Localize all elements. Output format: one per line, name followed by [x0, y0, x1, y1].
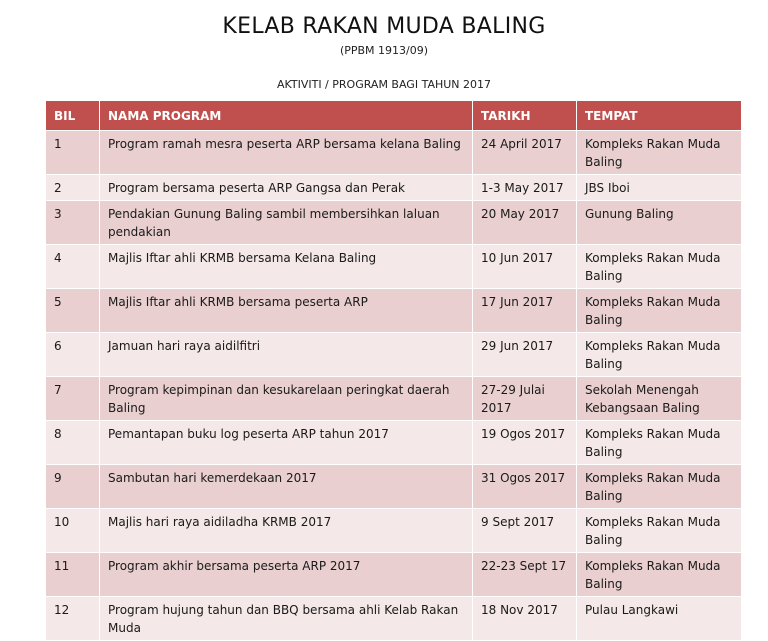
cell-tarikh: 24 April 2017: [473, 131, 577, 175]
cell-nama-program: Sambutan hari kemerdekaan 2017: [100, 465, 473, 509]
cell-tarikh: 1-3 May 2017: [473, 175, 577, 201]
table-row: [46, 597, 742, 641]
cell-tarikh: 20 May 2017: [473, 201, 577, 245]
cell-tarikh: 31 Ogos 2017: [473, 465, 577, 509]
cell-bil: 12: [46, 597, 100, 641]
cell-nama-program: Program kepimpinan dan kesukarelaan peringkat daerah Baling: [100, 377, 473, 421]
cell-tarikh: 19 Ogos 2017: [473, 421, 577, 465]
cell-bil: 5: [46, 289, 100, 333]
cell-bil: 9: [46, 465, 100, 509]
cell-tempat: Kompleks Rakan Muda Baling: [577, 553, 742, 597]
cell-tarikh: 10 Jun 2017: [473, 245, 577, 289]
cell-bil: 10: [46, 509, 100, 553]
cell-bil: 11: [46, 553, 100, 597]
table-row: [46, 333, 742, 377]
cell-nama-program: Jamuan hari raya aidilfitri: [100, 333, 473, 377]
cell-tempat: Gunung Baling: [577, 201, 742, 245]
table-row: [46, 131, 742, 175]
column-header-nama-program: NAMA PROGRAM: [100, 101, 473, 131]
cell-tempat: Kompleks Rakan Muda Baling: [577, 245, 742, 289]
cell-tempat: Kompleks Rakan Muda Baling: [577, 421, 742, 465]
page-title: KELAB RAKAN MUDA BALING: [222, 14, 546, 39]
table-row: [46, 175, 742, 201]
table-heading: AKTIVITI / PROGRAM BAGI TAHUN 2017: [276, 78, 492, 91]
cell-tempat: Kompleks Rakan Muda Baling: [577, 131, 742, 175]
cell-tempat: Kompleks Rakan Muda Baling: [577, 509, 742, 553]
cell-nama-program: Program ramah mesra peserta ARP bersama kelana Baling: [100, 131, 473, 175]
cell-bil: 2: [46, 175, 100, 201]
table-row: [46, 421, 742, 465]
cell-nama-program: Program hujung tahun dan BBQ bersama ahli Kelab Rakan Muda: [100, 597, 473, 641]
cell-nama-program: Pemantapan buku log peserta ARP tahun 2017: [100, 421, 473, 465]
cell-tarikh: 27-29 Julai 2017: [473, 377, 577, 421]
cell-bil: 7: [46, 377, 100, 421]
cell-nama-program: Program akhir bersama peserta ARP 2017: [100, 553, 473, 597]
column-header-tempat: TEMPAT: [577, 101, 742, 131]
cell-tempat: Pulau Langkawi: [577, 597, 742, 641]
table-row: [46, 245, 742, 289]
cell-tempat: Kompleks Rakan Muda Baling: [577, 289, 742, 333]
table-row: [46, 509, 742, 553]
cell-tarikh: 9 Sept 2017: [473, 509, 577, 553]
registration-number: (PPBM 1913/09): [339, 44, 429, 57]
program-table: [45, 100, 742, 641]
cell-bil: 8: [46, 421, 100, 465]
column-header-tarikh: TARIKH: [473, 101, 577, 131]
cell-bil: 1: [46, 131, 100, 175]
table-row: [46, 553, 742, 597]
table-header-row: [46, 101, 742, 131]
table-row: [46, 289, 742, 333]
cell-nama-program: Program bersama peserta ARP Gangsa dan Perak: [100, 175, 473, 201]
cell-tempat: Sekolah Menengah Kebangsaan Baling: [577, 377, 742, 421]
cell-tarikh: 17 Jun 2017: [473, 289, 577, 333]
cell-nama-program: Majlis Iftar ahli KRMB bersama peserta ARP: [100, 289, 473, 333]
cell-bil: 6: [46, 333, 100, 377]
cell-nama-program: Majlis hari raya aidiladha KRMB 2017: [100, 509, 473, 553]
cell-bil: 3: [46, 201, 100, 245]
table-row: [46, 465, 742, 509]
cell-nama-program: Majlis Iftar ahli KRMB bersama Kelana Baling: [100, 245, 473, 289]
cell-bil: 4: [46, 245, 100, 289]
cell-tempat: Kompleks Rakan Muda Baling: [577, 465, 742, 509]
cell-tarikh: 18 Nov 2017: [473, 597, 577, 641]
cell-tarikh: 29 Jun 2017: [473, 333, 577, 377]
column-header-bil: BIL: [46, 101, 100, 131]
cell-tempat: Kompleks Rakan Muda Baling: [577, 333, 742, 377]
cell-tempat: JBS Iboi: [577, 175, 742, 201]
table-row: [46, 201, 742, 245]
cell-tarikh: 22-23 Sept 17: [473, 553, 577, 597]
cell-nama-program: Pendakian Gunung Baling sambil membersihkan laluan pendakian: [100, 201, 473, 245]
table-row: [46, 377, 742, 421]
